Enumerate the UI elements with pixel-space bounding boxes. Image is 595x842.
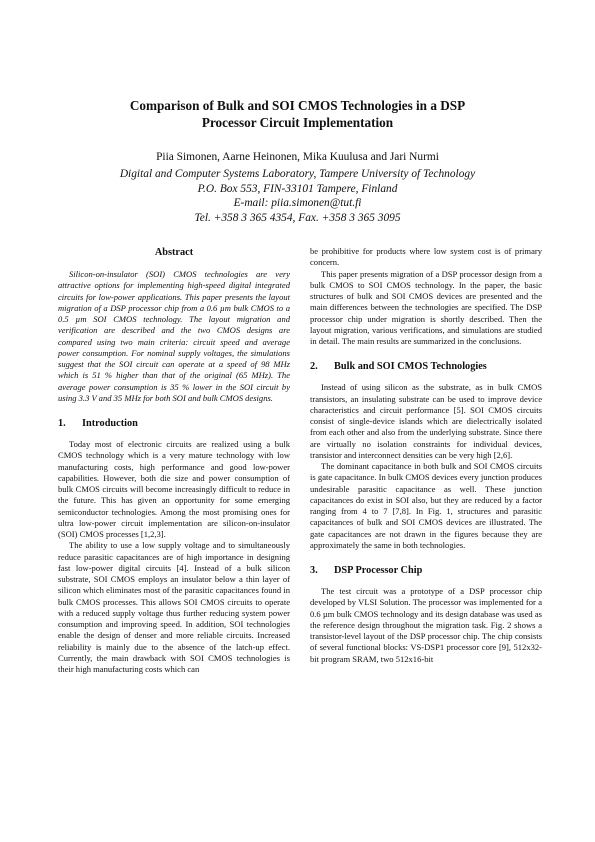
- affiliation-block: [60, 167, 535, 225]
- affiliation-line-1: Digital and Computer Systems Laboratory, Tampere University of Technology: [119, 168, 476, 180]
- author-list: Piia Simonen, Aarne Heinonen, Mika Kuulusa and Jari Nurmi: [156, 151, 439, 163]
- section-1-title: Introduction: [82, 418, 138, 429]
- section-1-paragraph-2: The ability to use a low supply voltage and to simultaneously reduce parasitic capacitances are of high importance in designing fast low-power digital circuits [4]. Instead of a bulk silicon substrate, SOI CMOS employs an insulator below a thin layer of silicon which eliminates most of the parasitic capacitances found in bulk CMOS processes. This allows SOI CMOS circuits to operate with a reduced supply voltage thus further reducing system power consumption and improving speed. In addition, SOI technologies enable the design of denser and more reliable circuits. Increased reliability is mainly due to the absence of the latch-up effect. Currently, the main drawback with SOI CMOS technologies is their high manufacturing costs which can: [58, 540, 290, 674]
- section-3-number: 3.: [310, 565, 318, 576]
- section-2-number: 2.: [310, 361, 318, 373]
- section-1-heading: [58, 417, 290, 430]
- left-column: [58, 246, 290, 675]
- paper-title: [60, 97, 535, 131]
- section-2-paragraph-1: Instead of using silicon as the substrate, as in bulk CMOS transistors, an insulating substrate can be used to improve device characteristics and circuit performance [5]. SOI CMOS circuits consist of single-device islands which are dielectrically isolated from each other and also from the underlying substrate. Since there are virtually no isolation constraints for individual devices, transistor and interconnect densities can be very high [2,6].: [310, 382, 542, 460]
- section-1-number: 1.: [58, 418, 66, 429]
- affiliation-email: E-mail: piia.simonen@tut.fi: [233, 197, 362, 210]
- section-1-paragraph-2-continued: be prohibitive for products where low system cost is of primary concern.: [310, 246, 542, 268]
- abstract-heading: Abstract: [154, 247, 194, 258]
- section-1-paragraph-3: This paper presents migration of a DSP processor design from a bulk CMOS to SOI CMOS technology. In the paper, the basic structures of bulk and SOI CMOS devices are presented and the main differences between the technologies are specified. The DSP processor chip under migration is shortly described. Then the layout migration, various verifications, and simulations are studied in detail. The main results are summarized in the conclusions.: [310, 268, 542, 346]
- section-3-heading: [310, 564, 542, 577]
- section-2-heading: [310, 360, 542, 373]
- section-2-title: Bulk and SOI CMOS Technologies: [334, 361, 487, 373]
- right-column: [310, 246, 542, 665]
- section-3-paragraph-1: The test circuit was a prototype of a DSP processor chip developed by VLSI Solution. The processor was implemented for a 0.6 µm bulk CMOS technology and its design database was used as the reference design throughout the migration task. Fig. 2 shows a transistor-level layout of the DSP processor chip. The chip consists of several functional blocks: VS-DSP1 processor core [9], 512x32-bit program SRAM, two 512x16-bit: [310, 586, 542, 664]
- section-2-paragraph-2: The dominant capacitance in both bulk and SOI CMOS circuits is gate capacitance. In bulk CMOS devices every junction produces undesirable parasitic capacitance as well. These junction capacitances do exist in SOI also, but they are reduced by a factor ranging from 4 to 7 [7,8]. In Fig. 1, structures and parasitic capacitances of bulk and SOI CMOS devices are illustrated. The gate capacitances are not drawn in the figures because they are approximately the same in both technologies.: [310, 461, 542, 550]
- affiliation-phone: Tel. +358 3 365 4354, Fax. +358 3 365 3095: [194, 211, 401, 224]
- abstract-text: Silicon-on-insulator (SOI) CMOS technologies are very attractive options for implementing high-speed digital integrated circuits for low-power applications. This paper presents the layout migration of a DSP processor chip from a 0.6 µm bulk CMOS to a 0.5 µm SOI CMOS technology. The layout migration and verification are described and the two CMOS designs are compared using two main criteria: circuit speed and average power consumption. For nominal supply voltages, the simulations suggest that the SOI circuit can operate at a speed of 98 MHz which is 51 % higher than that of the original (65 MHz). The average power consumption is 35 % lower in the SOI circuit by using 3.3 V and 35 MHz for both SOI and bulk CMOS designs.: [58, 269, 290, 403]
- affiliation-line-2: P.O. Box 553, FIN-33101 Tampere, Finland: [197, 182, 398, 195]
- section-3-title: DSP Processor Chip: [334, 565, 423, 576]
- title-line-1: Comparison of Bulk and SOI CMOS Technologies in a DSP: [129, 98, 466, 113]
- section-1-paragraph-1: Today most of electronic circuits are realized using a bulk CMOS technology which is a very mature technology with low manufacturing costs, high performance and good low-power capabilities. However, both die size and power consumption of bulk CMOS circuits will become increasingly difficult to reduce in the future. This has given an opportunity for some emerging semiconductor technologies. Among the most promising ones for ultra low-power circuit implementation are silicon-on-insulator (SOI) CMOS processes [1,2,3].: [58, 439, 290, 539]
- title-line-2: Processor Circuit Implementation: [201, 115, 394, 130]
